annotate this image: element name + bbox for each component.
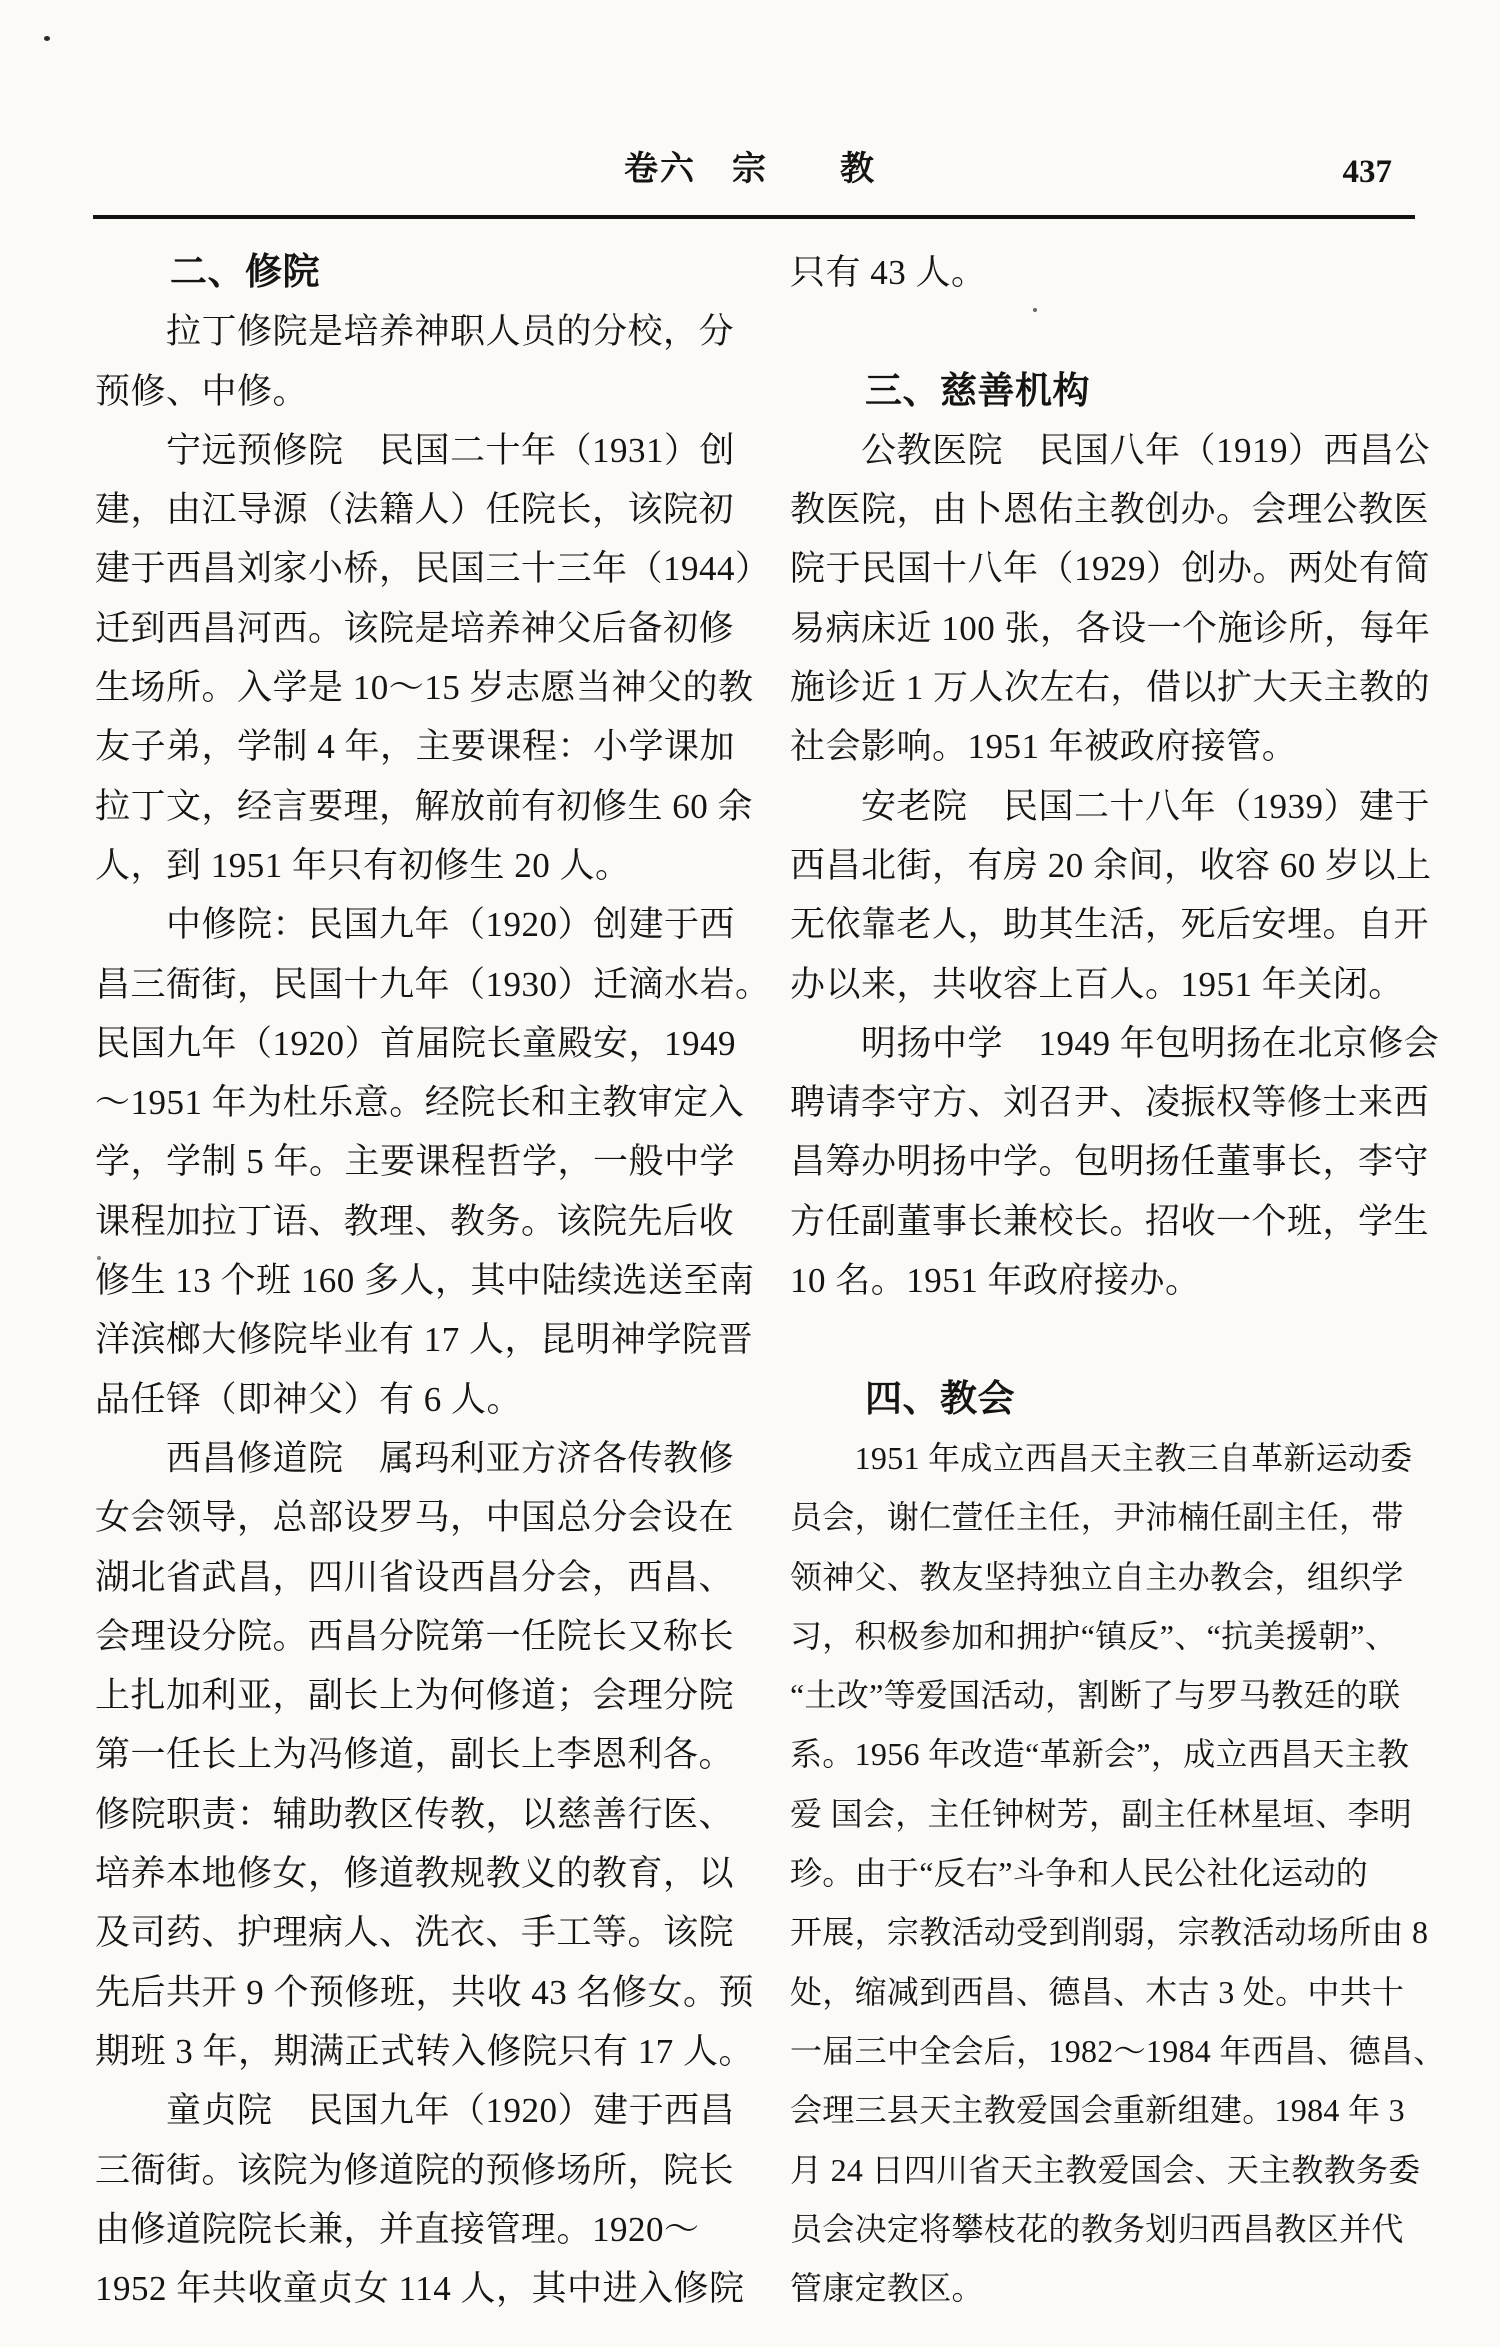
text-line: 上扎加利亚，副长上为何修道；会理分院 <box>95 1676 735 1716</box>
text-line: 课程加拉丁语、教理、教务。该院先后收 <box>95 1201 735 1241</box>
text-line: 迁到西昌河西。该院是培养神父后备初修 <box>95 608 735 648</box>
text-line: 西昌北街，有房 20 余间，收容 60 岁以上 <box>790 845 1432 885</box>
text-line <box>790 1310 1438 1369</box>
text-line: ～1951 年为杜乐意。经院长和主教审定入 <box>95 1083 745 1123</box>
text-line: 西昌修道院 属玛利亚方济各传教修 <box>95 1438 735 1478</box>
text-line: 预修、中修。 <box>95 371 309 411</box>
text-line: 建于西昌刘家小桥，民国三十三年（1944） <box>95 549 771 589</box>
text-line: 聘请李守方、刘召尹、凌振权等修士来西 <box>790 1083 1430 1123</box>
text-line: 民国九年（1920）首届院长童殿安，1949 <box>95 1023 737 1063</box>
text-line: 会理三县天主教爱国会重新组建。1984 年 3 <box>790 2092 1405 2129</box>
text-line: 方任副董事长兼校长。招收一个班，学生 <box>790 1201 1430 1241</box>
text-line: 处，缩减到西昌、德昌、木古 3 处。中共十 <box>790 1973 1405 2010</box>
text-line: 员会，谢仁萱任主任，尹沛楠任副主任，带 <box>790 1499 1404 1536</box>
text-line: 领神父、教友坚持独立自主办教会，组织学 <box>790 1558 1404 1595</box>
text-line: 友子弟，学制 4 年，主要课程：小学课加 <box>95 727 736 767</box>
text-line: 生场所。入学是 10～15 岁志愿当神父的教 <box>95 668 754 708</box>
text-line: 会理设分院。西昌分院第一任院长又称长 <box>95 1616 735 1656</box>
text-line: 培养本地修女，修道教规教义的教育，以 <box>95 1854 735 1894</box>
text-line: 10 名。1951 年政府接办。 <box>790 1261 1201 1301</box>
text-line: 月 24 日四川省天主教爱国会、天主教教务委 <box>790 2151 1421 2188</box>
text-line: 办以来，共收容上百人。1951 年关闭。 <box>790 964 1404 1004</box>
left-column <box>95 243 771 2318</box>
text-line: 易病床近 100 张，各设一个施诊所，每年 <box>790 608 1431 648</box>
text-line: 洋滨榔大修院毕业有 17 人，昆明神学院晋 <box>95 1320 754 1360</box>
text-line: 宁远预修院 民国二十年（1931）创 <box>95 430 736 470</box>
text-line: 开展，宗教活动受到削弱，宗教活动场所由 8 <box>790 1914 1429 1951</box>
text-line: 施诊近 1 万人次左右，借以扩大天主教的 <box>790 668 1431 708</box>
text-line: 三衙街。该院为修道院的预修场所，院长 <box>95 2150 735 2190</box>
text-line: 无依靠老人，助其生活，死后安埋。自开 <box>790 905 1430 945</box>
text-line: 管康定教区。 <box>790 2270 984 2307</box>
scan-speck <box>97 1256 101 1260</box>
text-line: 明扬中学 1949 年包明扬在北京修会 <box>790 1023 1440 1063</box>
text-line: 社会影响。1951 年被政府接管。 <box>790 727 1298 767</box>
text-line: 先后共开 9 个预修班，共收 43 名修女。预 <box>95 1972 755 2012</box>
running-head-title: 卷六 宗 教 <box>624 151 876 188</box>
text-line: 昌筹办明扬中学。包明扬任董事长，李守 <box>790 1142 1430 1182</box>
text-line: 习，积极参加和拥护“镇反”、“抗美援朝”、 <box>790 1617 1398 1654</box>
text-line: 系。1956 年改造“革新会”，成立西昌天主教 <box>790 1736 1410 1773</box>
text-line: 只有 43 人。 <box>790 253 987 292</box>
text-line: 拉丁文，经言要理，解放前有初修生 60 余 <box>95 786 754 826</box>
text-line: 珍。由于“反右”斗争和人民公社化运动的 <box>790 1855 1369 1892</box>
text-line: “土改”等爱国活动，割断了与罗马教廷的联 <box>790 1677 1401 1714</box>
scan-speck <box>1033 308 1037 312</box>
text-line: 拉丁修院是培养神职人员的分校，分 <box>95 312 735 352</box>
text-line: 教医院，由卜恩佑主教创办。会理公教医 <box>790 490 1430 530</box>
text-line: 学，学制 5 年。主要课程哲学，一般中学 <box>95 1142 736 1182</box>
text-line: 1952 年共收童贞女 114 人，其中进入修院 <box>95 2269 745 2309</box>
text-line: 由修道院院长兼，并直接管理。1920～ <box>95 2209 700 2249</box>
text-line: 湖北省武昌，四川省设西昌分会，西昌、 <box>95 1557 735 1597</box>
text-line: 修院职责：辅助教区传教，以慈善行医、 <box>95 1794 735 1834</box>
text-line: 1951 年成立西昌天主教三自革新运动委 <box>790 1439 1413 1476</box>
header-rule <box>93 215 1415 219</box>
section-heading: 二、修院 <box>95 252 320 293</box>
text-line: 公教医院 民国八年（1919）西昌公 <box>790 430 1431 470</box>
text-line: 昌三衙街，民国十九年（1930）迁滴水岩。 <box>95 964 771 1004</box>
right-column <box>790 243 1446 2318</box>
text-line: 及司药、护理病人、洗衣、手工等。该院 <box>95 1913 735 1953</box>
text-line: 童贞院 民国九年（1920）建于西昌 <box>95 2091 736 2131</box>
text-line: 人，到 1951 年只有初修生 20 人。 <box>95 845 631 885</box>
text-line: 建，由江导源（法籍人）任院长，该院初 <box>95 490 735 530</box>
text-line: 安老院 民国二十八年（1939）建于 <box>790 786 1431 826</box>
text-line: 员会决定将攀枝花的教务划归西昌教区并代 <box>790 2210 1404 2247</box>
scan-speck <box>44 36 50 41</box>
text-line: 品任铎（即神父）有 6 人。 <box>95 1379 523 1419</box>
text-line: 中修院：民国九年（1920）创建于西 <box>95 905 736 945</box>
text-line: 院于民国十八年（1929）创办。两处有简 <box>790 549 1431 589</box>
text-line: 修生 13 个班 160 多人，其中陆续选送至南 <box>95 1261 755 1301</box>
text-line: 第一任长上为冯修道，副长上李恩利各。 <box>95 1735 735 1775</box>
section-heading: 四、教会 <box>790 1378 1015 1420</box>
text-line <box>790 302 1438 361</box>
text-line: 一届三中全会后，1982～1984 年西昌、德昌、 <box>790 2032 1446 2069</box>
text-line: 期班 3 年，期满正式转入修院只有 17 人。 <box>95 2031 755 2071</box>
section-heading: 三、慈善机构 <box>790 370 1090 412</box>
page-number: 437 <box>1342 154 1392 190</box>
text-line: 女会领导，总部设罗马，中国总分会设在 <box>95 1498 735 1538</box>
text-line: 爱 国会，主任钟树芳，副主任林星垣、李明 <box>790 1795 1413 1832</box>
